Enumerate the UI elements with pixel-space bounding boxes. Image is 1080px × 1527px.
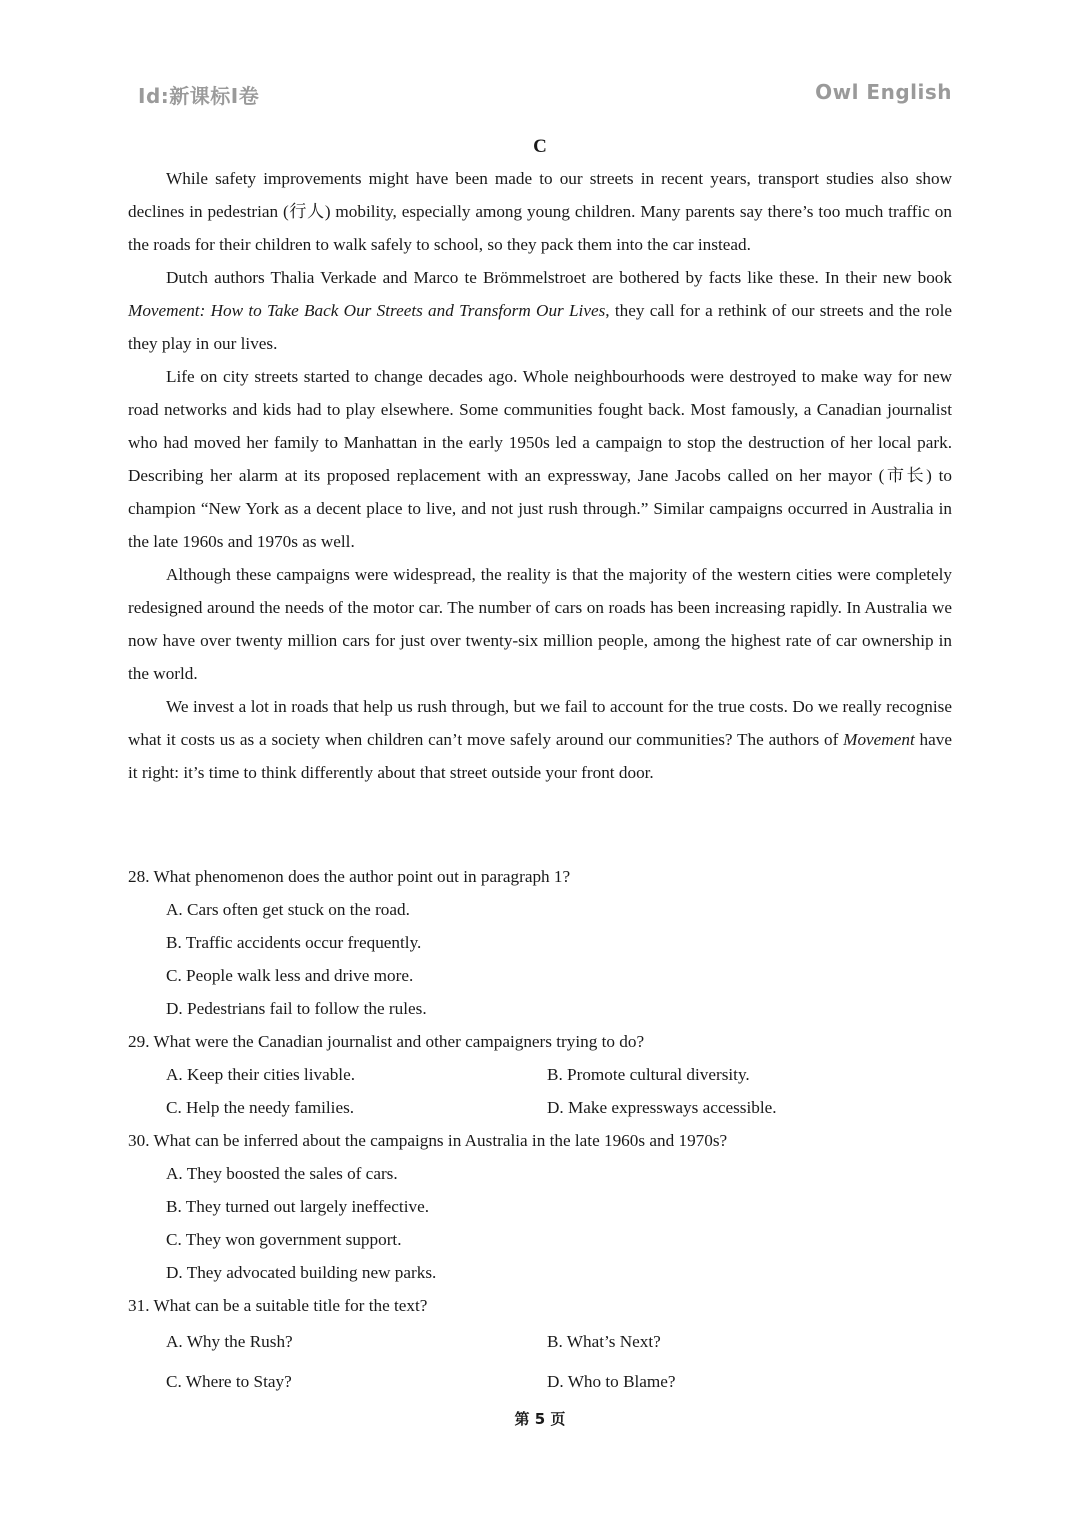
paragraph-2-text-a: Dutch authors Thalia Verkade and Marco te Brömmelstroet are bothered by facts like these. In their new book (166, 268, 952, 287)
paragraph-5 (128, 690, 952, 789)
book-title-short: Movement (843, 730, 915, 749)
page-number: 第 5 页 (514, 1410, 566, 1428)
question-28-option-c: C. People walk less and drive more. (166, 966, 414, 985)
question-28-option-d: D. Pedestrians fail to follow the rules. (166, 999, 427, 1018)
question-28-stem: 28. What phenomenon does the author point out in paragraph 1? (128, 867, 571, 886)
paragraph-3: Life on city streets started to change decades ago. Whole neighbourhoods were destroyed to make way for new road networks and kids had to play elsewhere. Some communities fought back. Most famously, a Canadian journalist who had moved her family to Manhattan in the early 1950s led a campaign to stop the destruction of her local park. Describing her alarm at its proposed replacement with an expressway, Jane Jacobs called on her mayor (市长) to champion “New York as a decent place to live, and not just rush through.” Similar campaigns occurred in Australia in the late 1960s and 1970s as well. (128, 367, 952, 551)
paragraph-1: While safety improvements might have been made to our streets in recent years, transport studies also show declines in pedestrian (行人) mobility, especially among young children. Many parents say there’s too much traffic on the roads for their children to walk safely to school, so they pack them into the car instead. (128, 169, 952, 254)
question-31-options-row-2 (128, 1362, 952, 1402)
question-30-option-d: D. They advocated building new parks. (166, 1263, 437, 1282)
question-29-option-a: A. Keep their cities livable. (166, 1065, 355, 1084)
paragraph-5-text-b: have it right: it’s time to think differently about that street outside your front door. (128, 730, 952, 782)
reading-passage (128, 162, 952, 789)
header-paper-id: Id:新课标I卷 (138, 84, 260, 108)
paragraph-4: Although these campaigns were widespread, the reality is that the majority of the western cities were completely redesigned around the needs of the motor car. The number of cars on roads has been increasing rapidly. In Australia we now have over twenty million cars for just over twenty-six million people, among the highest rate of car ownership in the world. (128, 565, 952, 683)
question-28-option-a: A. Cars often get stuck on the road. (166, 900, 410, 919)
question-30-stem: 30. What can be inferred about the campaigns in Australia in the late 1960s and 1970s? (128, 1131, 728, 1150)
question-30-option-c: C. They won government support. (166, 1230, 402, 1249)
paragraph-2-text-b: , they call for a rethink of our streets and the role they play in our lives. (128, 301, 952, 353)
question-31-stem: 31. What can be a suitable title for the text? (128, 1296, 428, 1315)
question-30-option-b: B. They turned out largely ineffective. (166, 1197, 429, 1216)
question-29-options-row-1 (128, 1058, 952, 1091)
question-28-option-b: B. Traffic accidents occur frequently. (166, 933, 422, 952)
question-29-option-b: B. Promote cultural diversity. (547, 1065, 750, 1084)
question-29-option-c: C. Help the needy families. (166, 1098, 355, 1117)
paragraph-2 (128, 261, 952, 360)
question-31-option-c: C. Where to Stay? (166, 1372, 292, 1391)
question-29-options-row-2 (128, 1091, 952, 1124)
question-31-option-b: B. What’s Next? (547, 1332, 661, 1351)
questions (128, 860, 952, 1402)
question-31-option-d: D. Who to Blame? (547, 1372, 676, 1391)
book-title: Movement: How to Take Back Our Streets and Transform Our Lives (128, 301, 606, 320)
paragraph-5-text-a: We invest a lot in roads that help us rush through, but we fail to account for the true costs. Do we really recognise what it costs us as a society when children can’t move safely around our communities? The authors of (128, 697, 952, 749)
section-label: C (533, 136, 547, 157)
header-brand: Owl English (815, 80, 952, 104)
question-29-option-d: D. Make expressways accessible. (547, 1098, 777, 1117)
question-31-option-a: A. Why the Rush? (166, 1332, 293, 1351)
question-29-stem: 29. What were the Canadian journalist and other campaigners trying to do? (128, 1032, 645, 1051)
question-31-options-row-1 (128, 1322, 952, 1362)
question-30-option-a: A. They boosted the sales of cars. (166, 1164, 398, 1183)
